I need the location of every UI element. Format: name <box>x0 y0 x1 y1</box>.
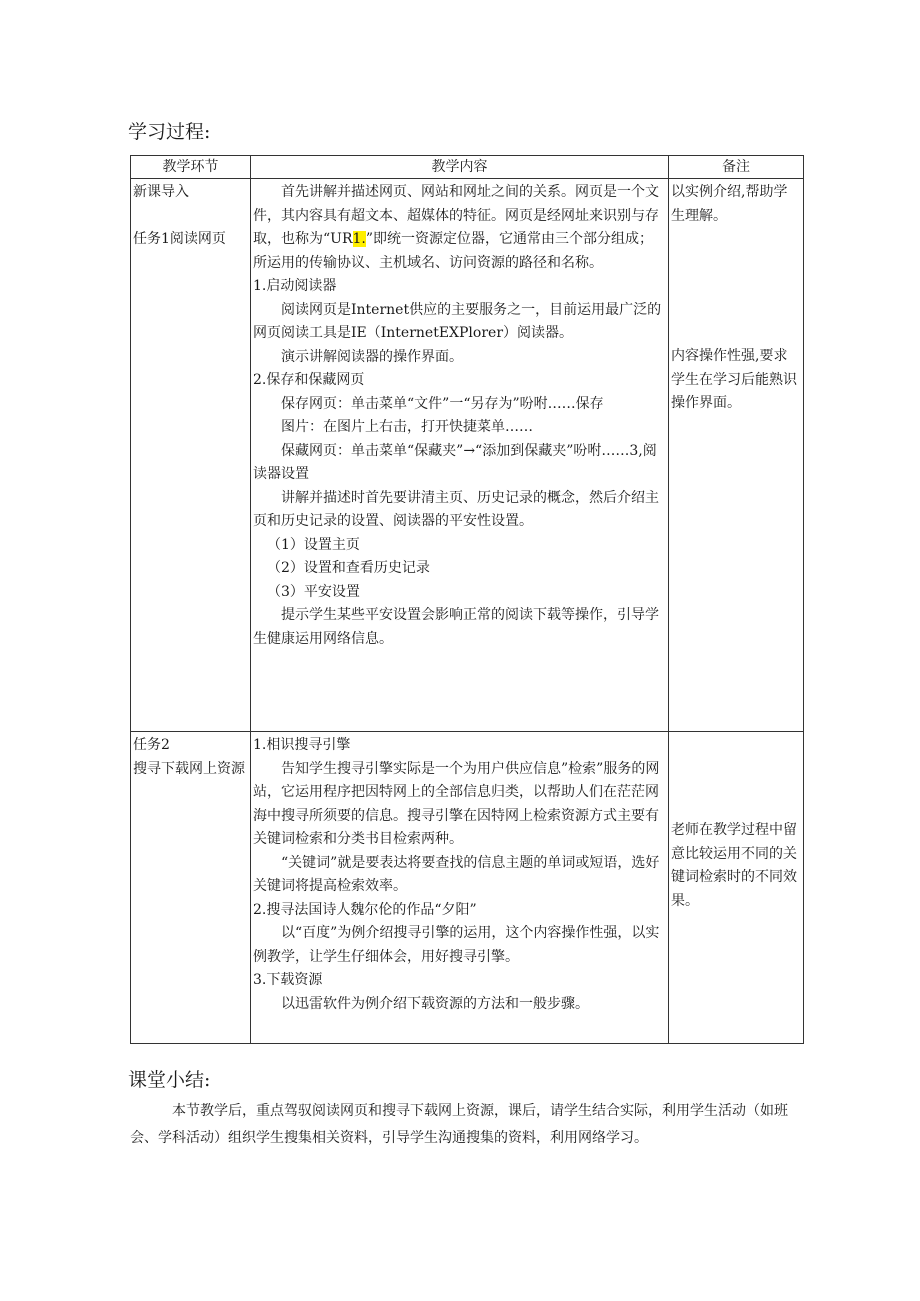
paragraph: 图片：在图片上右击，打开快捷菜单…… <box>281 419 533 435</box>
lesson-table <box>130 155 804 1044</box>
stage-label: 新课导入 <box>133 184 189 200</box>
class-summary-heading: 课堂小结: <box>128 1069 211 1091</box>
stage-cell <box>131 179 251 732</box>
paragraph: 保藏网页：单击菜单“保藏夹”→“添加到保藏夹”吩咐……3,阅读器设置 <box>253 442 657 482</box>
paragraph: 讲解并描述时首先要讲清主页、历史记录的概念，然后介绍主页和历史记录的设置、阅读器的平安性设置。 <box>253 489 659 529</box>
note-text: 老师在教学过程中留意比较运用不同的关键词检索时的不同效果。 <box>671 822 797 909</box>
stage-label: 任务2 <box>133 737 170 753</box>
section-title: 1.启动阅读器 <box>253 278 337 294</box>
paragraph: 以迅雷软件为例介绍下载资源的方法和一般步骤。 <box>281 995 589 1012</box>
intro-text: 首先讲解并描述网页、网站和网址之间的关系。网页是一个文件，其内容具有超文本、超媒体的特征。网页是经网址来识别与存取，也称为“UR <box>253 184 659 247</box>
header-stage: 教学环节 <box>131 156 251 179</box>
table-row <box>131 732 804 1044</box>
table-header-row <box>131 156 804 179</box>
notes-cell <box>669 732 804 1044</box>
note-text: 内容操作性强,要求学生在学习后能熟识操作界面。 <box>671 348 797 411</box>
section-title: 1.相识搜寻引擎 <box>253 737 351 753</box>
content-cell <box>251 732 669 1044</box>
list-item: （2）设置和查看历史记录 <box>267 560 430 576</box>
note-text: 以实例介绍,帮助学生理解。 <box>671 184 788 224</box>
section-title: 2.搜寻法国诗人魏尔伦的作品“夕阳” <box>253 901 477 918</box>
paragraph: 提示学生某些平安设置会影响正常的阅读下载等操作，引导学生健康运用网络信息。 <box>253 607 659 647</box>
content-cell <box>251 179 669 732</box>
section-title: 2.保存和保藏网页 <box>253 372 365 388</box>
learning-process-heading: 学习过程: <box>128 121 211 143</box>
intro-text-cont: ”即统一资源定位器，它通常由三个部分组成；所运用的传输协议、主机域名、访问资源的路径和名称。 <box>253 231 654 271</box>
paragraph: 告知学生搜寻引擎实际是一个为用户供应信息”检索”服务的网站，它运用程序把因特网上的全部信息归类，以帮助人们在茫茫网海中搜寻所须要的信息。搜寻引擎在因特网上检索资源方式主要有关键词检索和分类书目检索两种。 <box>253 760 660 847</box>
table-row <box>131 179 804 732</box>
stage-label: 任务1阅读网页 <box>133 230 226 247</box>
list-item: （3）平安设置 <box>267 583 360 600</box>
paragraph: 演示讲解阅读器的操作界面。 <box>281 348 463 365</box>
section-title: 3.下载资源 <box>253 972 323 988</box>
stage-label: 搜寻下载网上资源 <box>133 760 245 777</box>
summary-paragraph: 本节教学后，重点驾驭阅读网页和搜寻下载网上资源，课后，请学生结合实际，利用学生活动（如班会、学科活动）组织学生搜集相关资料，引导学生沟通搜集的资料，利用网络学习。 <box>130 1103 788 1146</box>
notes-cell <box>669 179 804 732</box>
header-content: 教学内容 <box>251 156 669 179</box>
paragraph: 以“百度”为例介绍搜寻引擎的运用，这个内容操作性强，以实例教学，让学生仔细体会，用好搜寻引擎。 <box>253 925 660 965</box>
paragraph: 阅读网页是Internet供应的主要服务之一，目前运用最广泛的网页阅读工具是IE（InternetEXPlorer）阅读器。 <box>253 301 662 341</box>
paragraph: “关键词”就是要表达将要查找的信息主题的单词或短语，选好关键词将提高检索效率。 <box>253 854 660 894</box>
paragraph: 保存网页：单击菜单“文件”一“另存为”吩咐……保存 <box>281 395 604 412</box>
intro-paragraph <box>253 181 666 275</box>
header-notes: 备注 <box>669 156 804 179</box>
stage-cell <box>131 732 251 1044</box>
list-item: （1）设置主页 <box>267 536 360 553</box>
highlighted-text: 1. <box>352 231 366 247</box>
